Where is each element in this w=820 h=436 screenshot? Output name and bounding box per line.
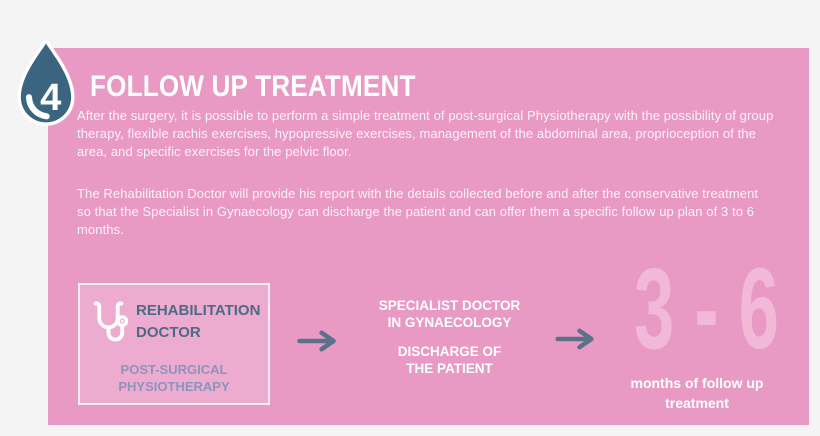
arrow-right-icon <box>296 330 338 352</box>
step-title: FOLLOW UP TREATMENT <box>90 70 416 103</box>
water-drop-icon <box>12 40 80 130</box>
rehab-card-title: REHABILITATION DOCTOR <box>136 302 261 341</box>
specialist-heading <box>352 298 547 331</box>
arrow-right-icon <box>555 328 595 350</box>
specialist-doctor-block <box>352 298 547 377</box>
stethoscope-icon <box>87 296 133 348</box>
rehab-card-subtitle: POST-SURGICAL PHYSIOTHERAPY <box>118 362 230 394</box>
discharge-heading <box>352 344 547 377</box>
months-range: 3 - 6 <box>634 245 779 373</box>
specialist-line-2: IN GYNAECOLOGY <box>387 314 512 330</box>
rehabilitation-doctor-card <box>78 283 270 405</box>
paragraph-report-description: The Rehabilitation Doctor will provide his report with the details collected before and after the conservative treatment so that the Specialist in Gynaecology can discharge the patient and can offer them a specific follow up plan of 3 to 6 months. <box>77 186 759 237</box>
step-number: 4 <box>40 77 62 120</box>
paragraph-treatment-description: After the surgery, it is possible to perform a simple treatment of post-surgical Physiotherapy with the possibility of group therapy, flexible rachis exercises, hypopressive exercises, management of the abdominal area, proprioception of the area, and specific exercises for the pelvic floor. <box>77 108 774 159</box>
specialist-line-1: SPECIALIST DOCTOR <box>378 298 521 313</box>
months-range-caption: months of follow up treatment <box>630 375 764 411</box>
step-number-badge <box>12 40 80 130</box>
discharge-line-1: DISCHARGE OF <box>397 344 502 359</box>
discharge-line-2: THE PATIENT <box>406 360 493 376</box>
